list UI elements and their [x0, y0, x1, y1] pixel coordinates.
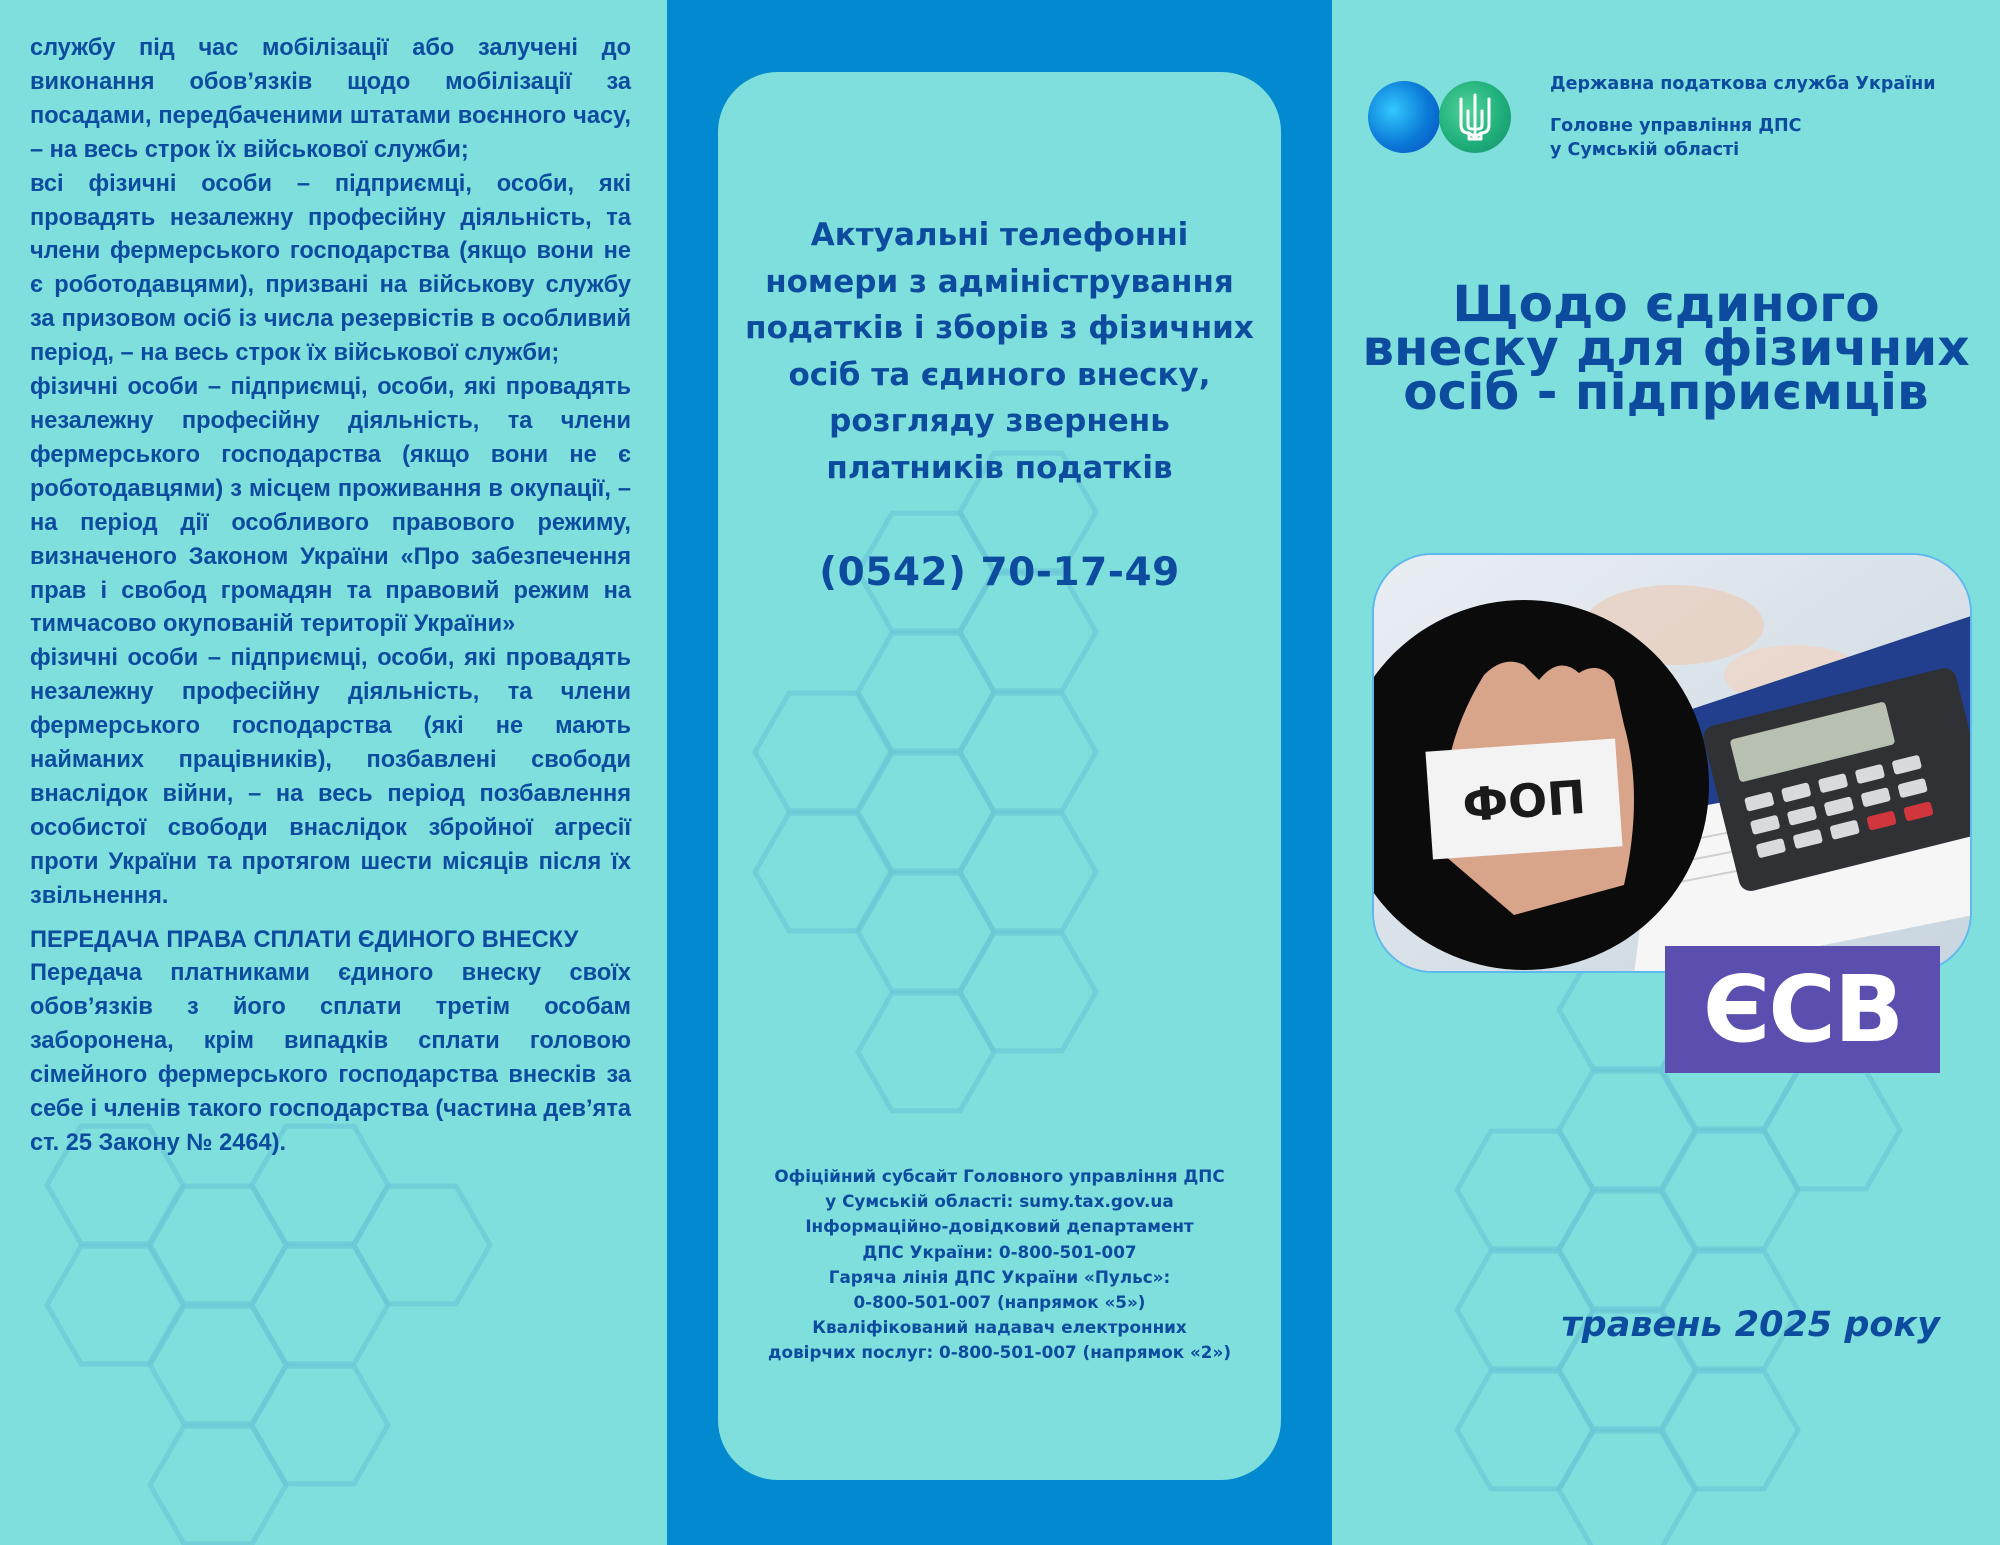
department-region: у Сумській області: [1550, 140, 1740, 160]
hexagon-shape: [960, 813, 1096, 931]
paragraph: службу під час мобілізації або залучені до виконання обов’язків щодо мобілізації за посадами, передбаченими штатами воєнного часу, – на весь строк їх військової служби;: [30, 35, 631, 163]
hexagon-shape: [858, 633, 994, 751]
heading-line: номери з адміністрування: [765, 263, 1234, 300]
hexagon-shape: [1559, 1071, 1695, 1189]
trident-icon: [1455, 91, 1495, 143]
contact-line: Гаряча лінія ДПС України «Пульс»:: [828, 1266, 1171, 1287]
hexagon-shape: [150, 1306, 286, 1424]
phones-heading: [738, 212, 1261, 491]
dps-logo-icon: [1368, 79, 1513, 155]
heading-line: Актуальні телефонні: [810, 217, 1189, 253]
left-panel: [0, 0, 667, 1545]
hexagon-shape: [755, 693, 891, 811]
photo-illustration: [1374, 555, 1972, 973]
paragraph: фізичні особи – підприємці, особи, які провадять незалежну професійну діяльність, та члени фермерського господарства (якщо вони не є роботодавцями) з місцем проживання в окупації, – на період дії особливого правового режиму, визначеного Законом України «Про забезпечення прав і свобод громадян та правовий режим на тимчасово окупованій території України»: [30, 374, 631, 638]
heading-line: платників податків: [826, 449, 1173, 486]
contact-line: Інформаційно-довідковий департамент: [805, 1216, 1194, 1237]
contact-info: [738, 1164, 1261, 1366]
paragraph: Передача платниками єдиного внеску своїх обов’язків з його сплати третім особам заборонена, крім випадків сплати головою сімейного фермерського господарства внесків за себе і членів такого господарства (частина дев’ята ст. 25 Закону № 2464).: [30, 960, 631, 1156]
section-title: ПЕРЕДАЧА ПРАВА СПЛАТИ ЄДИНОГО ВНЕСКУ: [30, 926, 579, 953]
phone-number: (0542) 70-17-49: [819, 550, 1180, 595]
hexagon-shape: [960, 933, 1096, 1051]
esv-badge: [1665, 946, 1940, 1073]
paragraph: фізичні особи – підприємці, особи, які провадять незалежну професійну діяльність, та члени фермерського господарства (які не мають найманих працівників), позбавлені свободи внаслідок війни, – на весь період позбавлення особистої свободи внаслідок збройної агресії проти України та протягом шести місяців після їх звільнення.: [30, 645, 631, 909]
hexagon-shape: [1457, 1371, 1593, 1489]
hexagon-shape: [1764, 1071, 1900, 1189]
hexagon-shape: [354, 1186, 490, 1304]
hexagon-shape: [252, 1246, 388, 1364]
hexagon-shape: [1457, 1131, 1593, 1249]
logo-blue-circle: [1368, 81, 1440, 153]
contact-line: довірчих послуг: 0-800-501-007 (напрямок «2»): [767, 1342, 1231, 1363]
hexagon-shape: [960, 693, 1096, 811]
title-line: Щодо єдиного: [1452, 275, 1880, 333]
hexagon-shape: [1662, 1371, 1798, 1489]
hexagon-shape: [1662, 1131, 1798, 1249]
fop-card-text: ФОП: [1460, 769, 1588, 833]
hexagon-shape: [150, 1186, 286, 1304]
department-name: Головне управління ДПС: [1550, 116, 1802, 136]
publication-date: травень 2025 року: [1561, 1305, 1940, 1345]
hexagon-shape: [1559, 1191, 1695, 1309]
paragraph: всі фізичні особи – підприємці, особи, які провадять незалежну професійну діяльність, та члени фермерського господарства (якщо вони не є роботодавцями), призвані на військову службу за призовом осіб із числа резервістів в особливий період, – на весь строк їх військової служби;: [30, 170, 631, 367]
hexagon-shape: [252, 1366, 388, 1484]
left-text-block: [30, 32, 631, 1161]
contact-line: Кваліфікований надавач електронних: [812, 1317, 1187, 1338]
heading-line: осіб та єдиного внеску,: [788, 356, 1211, 393]
hexagon-shape: [858, 753, 994, 871]
hexagon-shape: [150, 1426, 286, 1544]
organization-info: [1550, 72, 1970, 162]
hexagon-shape: [47, 1246, 183, 1364]
esv-badge-text: ЄСВ: [1702, 956, 1903, 1063]
contacts-card: [718, 72, 1281, 1480]
title-line: осіб - підприємців: [1403, 363, 1929, 421]
hexagon-shape: [1559, 1431, 1695, 1545]
hexagon-shape: [858, 993, 994, 1111]
title-line: внеску для фізичних: [1362, 319, 1970, 377]
hexagon-shape: [755, 813, 891, 931]
org-name: Державна податкова служба України: [1550, 74, 1936, 94]
contact-line: ДПС України: 0-800-501-007: [862, 1241, 1137, 1262]
heading-line: податків і зборів з фізичних: [745, 310, 1254, 346]
contact-line: 0-800-501-007 (напрямок «5»): [853, 1292, 1146, 1313]
contact-line: Офіційний субсайт Головного управління ДПС: [774, 1166, 1225, 1186]
hexagon-shape: [858, 873, 994, 991]
contact-line: у Сумській області: sumy.tax.gov.ua: [825, 1191, 1174, 1212]
fop-calculator-photo: [1372, 553, 1972, 973]
heading-line: розгляду звернень: [829, 403, 1170, 439]
brochure-title: [1352, 275, 1980, 421]
